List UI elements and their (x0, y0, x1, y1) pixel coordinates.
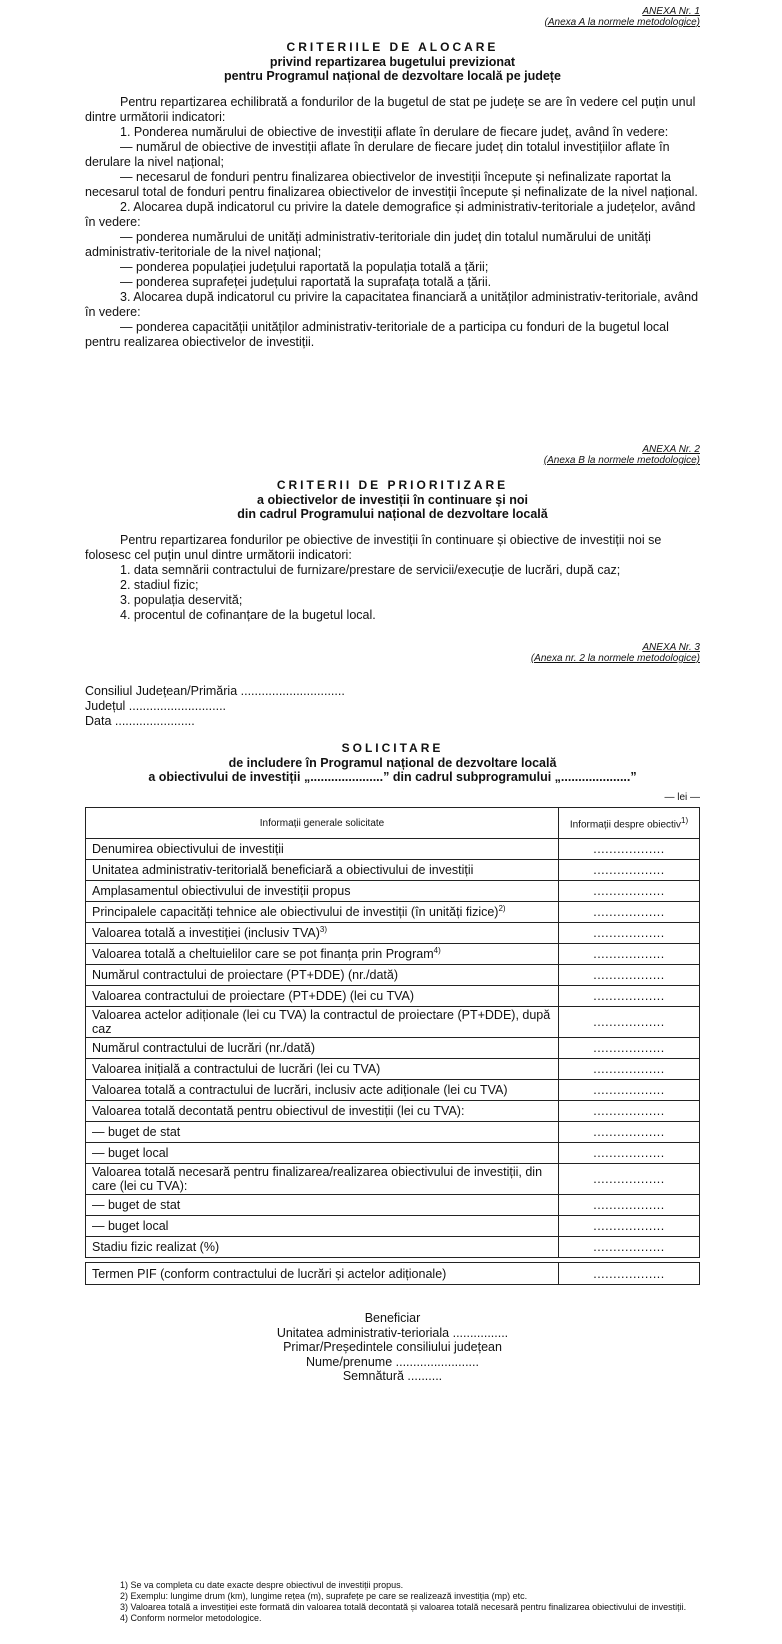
row-label (86, 1080, 559, 1101)
annex2-title: CRITERII DE PRIORITIZARE (276, 478, 509, 492)
annex1-ref-line2: (Anexa A la normele metodologice) (544, 17, 700, 28)
row-value[interactable]: .................. (559, 839, 700, 860)
table-row (86, 839, 700, 860)
row-label (86, 965, 559, 986)
table-header-row (86, 808, 700, 839)
annex3-ref-line1: ANEXA Nr. 3 (642, 642, 700, 653)
annex1-ref-line1: ANEXA Nr. 1 (642, 6, 700, 17)
row-footnote-ref: 2) (498, 904, 506, 914)
row-label-text: Valoarea totală a contractului de lucrări, inclusiv acte adiționale (lei cu TVA) (92, 1083, 508, 1097)
request-form-table (85, 807, 700, 1258)
annex2-ref-line2: (Anexa B la normele metodologice) (543, 455, 700, 466)
table-row (86, 860, 700, 881)
row-label-text: Stadiu fizic realizat (%) (92, 1240, 220, 1254)
table-row (86, 1237, 700, 1258)
county-field: Județul ............................ (85, 699, 227, 713)
date-field: Data ....................... (85, 714, 195, 728)
row-label-text: Amplasamentul obiectivului de investiții propus (92, 884, 351, 898)
row-label (86, 986, 559, 1007)
annex1-item2-b: — ponderea populației județului raportată la populația totală a țării; (120, 260, 489, 274)
row-value[interactable]: .................. (559, 1122, 700, 1143)
row-label (86, 839, 559, 860)
table-row-pif (86, 1263, 700, 1285)
council-field: Consiliul Județean/Primăria .............................. (85, 684, 345, 698)
row-label-text: Valoarea totală necesară pentru finalizarea/realizarea obiectivului de investiții, din care (lei cu TVA): (92, 1165, 543, 1193)
row-value[interactable]: .................. (559, 1080, 700, 1101)
row-label (86, 1007, 559, 1038)
row-label (86, 944, 559, 965)
row-label (86, 1195, 559, 1216)
table-row (86, 1007, 700, 1038)
signature-mayor: Primar/Președintele consiliului județean (283, 1340, 502, 1354)
row-label (86, 1122, 559, 1143)
row-value[interactable]: .................. (559, 1143, 700, 1164)
table-row (86, 923, 700, 944)
footnote-3: 3) Valoarea totală a investiției este formată din valoarea totală decontată și valoarea totală necesară pentru finalizarea obiectivului de investiții. (120, 1602, 687, 1612)
row-value[interactable]: .................. (559, 1237, 700, 1258)
header-objective-info-note: 1) (681, 815, 689, 825)
table-body (86, 839, 700, 1258)
annex1-title: CRITERIILE DE ALOCARE (286, 40, 499, 54)
row-label (86, 1143, 559, 1164)
table-row (86, 881, 700, 902)
footnote-1: 1) Se va completa cu date exacte despre obiectivul de investiții propus. (120, 1580, 404, 1590)
currency-unit: — lei — (664, 792, 700, 803)
row-label (86, 1101, 559, 1122)
annex3-reference (85, 642, 700, 664)
table-row (86, 1059, 700, 1080)
annex1-item2-a: — ponderea numărului de unități administrativ-teritoriale din județ din totalul numărului de unități administrativ-teritoriale de la nivel național; (85, 230, 651, 259)
row-label-text: Valoarea inițială a contractului de lucrări (lei cu TVA) (92, 1062, 381, 1076)
row-label-text: Numărul contractului de lucrări (nr./dată) (92, 1041, 316, 1055)
annex1-section (85, 6, 700, 350)
annex3-ref-line2: (Anexa nr. 2 la normele metodologice) (530, 653, 700, 664)
row-value[interactable]: .................. (559, 986, 700, 1007)
row-label (86, 881, 559, 902)
table-row (86, 1122, 700, 1143)
annex3-title: SOLICITARE (341, 741, 444, 755)
row-label-text: Numărul contractului de proiectare (PT+DDE) (nr./dată) (92, 968, 399, 982)
annex1-subtitle2: pentru Programul național de dezvoltare locală pe județe (224, 69, 561, 83)
table-row (86, 1164, 700, 1195)
annex1-item3: 3. Alocarea după indicatorul cu privire la capacitatea financiară a unităților administrativ-teritoriale, având în vedere: (85, 290, 699, 319)
annex1-item1: 1. Ponderea numărului de obiective de investiții aflate în derulare de fiecare județ, având în vedere: (120, 125, 669, 139)
row-label-text: Valoarea contractului de proiectare (PT+DDE) (lei cu TVA) (92, 989, 415, 1003)
row-value[interactable]: .................. (559, 944, 700, 965)
annex1-intro: Pentru repartizarea echilibrată a fondurilor de la bugetul de stat pe județe se are în vedere cel puțin unul dintre următorii indicatori: (85, 95, 696, 124)
table-row (86, 1195, 700, 1216)
signature-sign: Semnătură .......... (342, 1369, 443, 1383)
annex2-ref-line1: ANEXA Nr. 2 (642, 444, 700, 455)
row-label-text: — buget local (92, 1146, 169, 1160)
annex1-item3-a: — ponderea capacității unităților administrativ-teritoriale de a participa cu fonduri de la bugetul local pentru realizarea obiectivelor de investiții. (85, 320, 669, 349)
signature-beneficiary: Beneficiar (364, 1311, 421, 1325)
signature-block (85, 1311, 700, 1384)
row-label-text: Principalele capacități tehnice ale obiectivului de investiții (în unități fizice) (92, 905, 499, 920)
annex2-subtitle1: a obiectivelor de investiții în continuare și noi (257, 493, 528, 507)
row-value[interactable]: .................. (559, 902, 700, 923)
table-row (86, 1143, 700, 1164)
row-label-text: — buget de stat (92, 1125, 181, 1139)
table-row (86, 1216, 700, 1237)
annex2-section (85, 444, 700, 623)
annex2-item4: 4. procentul de cofinanțare de la bugetul local. (120, 608, 376, 622)
annex2-item3: 3. populația deservită; (120, 593, 243, 607)
annex1-item1-a: — numărul de obiective de investiții aflate în derulare de fiecare județ din totalul investițiilor aflate în derulare la nivel național; (85, 140, 670, 169)
row-label-text: Valoarea totală a cheltuielilor care se pot finanța prin Program (92, 947, 434, 962)
annex2-subtitle2: din cadrul Programului național de dezvoltare locală (237, 507, 548, 521)
row-label (86, 1237, 559, 1258)
row-label (86, 860, 559, 881)
table-row (86, 944, 700, 965)
annex2-reference (85, 444, 700, 466)
row-value[interactable]: .................. (559, 1195, 700, 1216)
annex2-item1: 1. data semnării contractului de furnizare/prestare de servicii/execuție de lucrări, după caz; (120, 563, 621, 577)
annex1-item2-c: — ponderea suprafeței județului raportată la suprafața totală a țării. (120, 275, 492, 289)
row-footnote-ref: 3) (319, 925, 328, 935)
table-row (86, 1038, 700, 1059)
row-label-text: — buget de stat (92, 1198, 181, 1212)
row-value[interactable]: .................. (559, 881, 700, 902)
row-label-text: Unitatea administrativ-teritorială beneficiară a obiectivului de investiții (92, 863, 474, 877)
row-label (86, 1216, 559, 1237)
footnote-2: 2) Exemplu: lungime drum (km), lungime rețea (m), suprafețe pe care se realizează investiția (mp) etc. (120, 1591, 528, 1601)
table-row (86, 902, 700, 923)
annex3-subtitle2: a obiectivului de investiții „.....................” din cadrul subprogramului „....................” (148, 770, 637, 784)
table-row (86, 986, 700, 1007)
annex1-subtitle1: privind repartizarea bugetului previzionat (269, 55, 516, 69)
annex3-subtitle1: de includere în Programul național de dezvoltare locală (228, 756, 557, 770)
row-value[interactable]: .................. (559, 860, 700, 881)
annex1-item2: 2. Alocarea după indicatorul cu privire la datele demografice și administrativ-teritoriale a județelor, având în vedere: (85, 200, 696, 229)
signature-name: Nume/prenume ........................ (306, 1354, 479, 1369)
table-row (86, 1101, 700, 1122)
row-label (86, 1164, 559, 1195)
pif-label: Termen PIF (conform contractului de lucrări și actelor adiționale) (86, 1263, 559, 1285)
signature-uat: Unitatea administrativ-terioriala ................ (276, 1325, 509, 1340)
row-value[interactable]: .................. (559, 965, 700, 986)
row-value[interactable]: .................. (559, 1164, 700, 1195)
row-label-text: Denumirea obiectivului de investiții (92, 842, 284, 856)
row-value[interactable]: .................. (559, 1101, 700, 1122)
table-row (86, 965, 700, 986)
row-label (86, 923, 559, 944)
annex2-intro: Pentru repartizarea fondurilor pe obiective de investiții în continuare și obiective de investiții noi se folosesc cel puțin unul dintre următorii indicatori: (85, 533, 662, 562)
row-label-text: Valoarea actelor adiționale (lei cu TVA) la contractul de proiectare (PT+DDE), după caz (92, 1008, 551, 1036)
annex3-section (85, 642, 700, 1384)
row-value[interactable]: .................. (559, 1038, 700, 1059)
footnote-4: 4) Conform normelor metodologice. (120, 1613, 262, 1623)
table-row (86, 1080, 700, 1101)
row-label (86, 1059, 559, 1080)
row-value[interactable]: .................. (559, 1007, 700, 1038)
annex2-item2: 2. stadiul fizic; (120, 578, 199, 592)
row-value[interactable]: .................. (559, 1216, 700, 1237)
row-value[interactable]: .................. (559, 1059, 700, 1080)
row-label (86, 902, 559, 923)
annex1-item1-b: — necesarul de fonduri pentru finalizarea obiectivelor de investiții începute și nefinalizate raportat la necesarul total de fonduri pentru finalizarea obiectivelor de investiții începute și nefinalizate de la nivel național. (85, 170, 698, 199)
header-objective-info-label: Informații despre obiectiv (569, 819, 682, 831)
pif-value[interactable]: .................. (559, 1263, 700, 1285)
row-label-text: Valoarea totală a investiției (inclusiv TVA) (92, 926, 320, 941)
pif-table (85, 1262, 700, 1285)
footnotes (85, 1580, 700, 1624)
header-objective-info (559, 808, 700, 839)
row-label-text: — buget local (92, 1219, 169, 1233)
header-general-info: Informații generale solicitate (86, 808, 559, 839)
row-label-text: Valoarea totală decontată pentru obiectivul de investiții (lei cu TVA): (92, 1104, 465, 1118)
row-footnote-ref: 4) (433, 946, 441, 956)
row-label (86, 1038, 559, 1059)
annex1-reference (85, 6, 700, 28)
row-value[interactable]: .................. (559, 923, 700, 944)
